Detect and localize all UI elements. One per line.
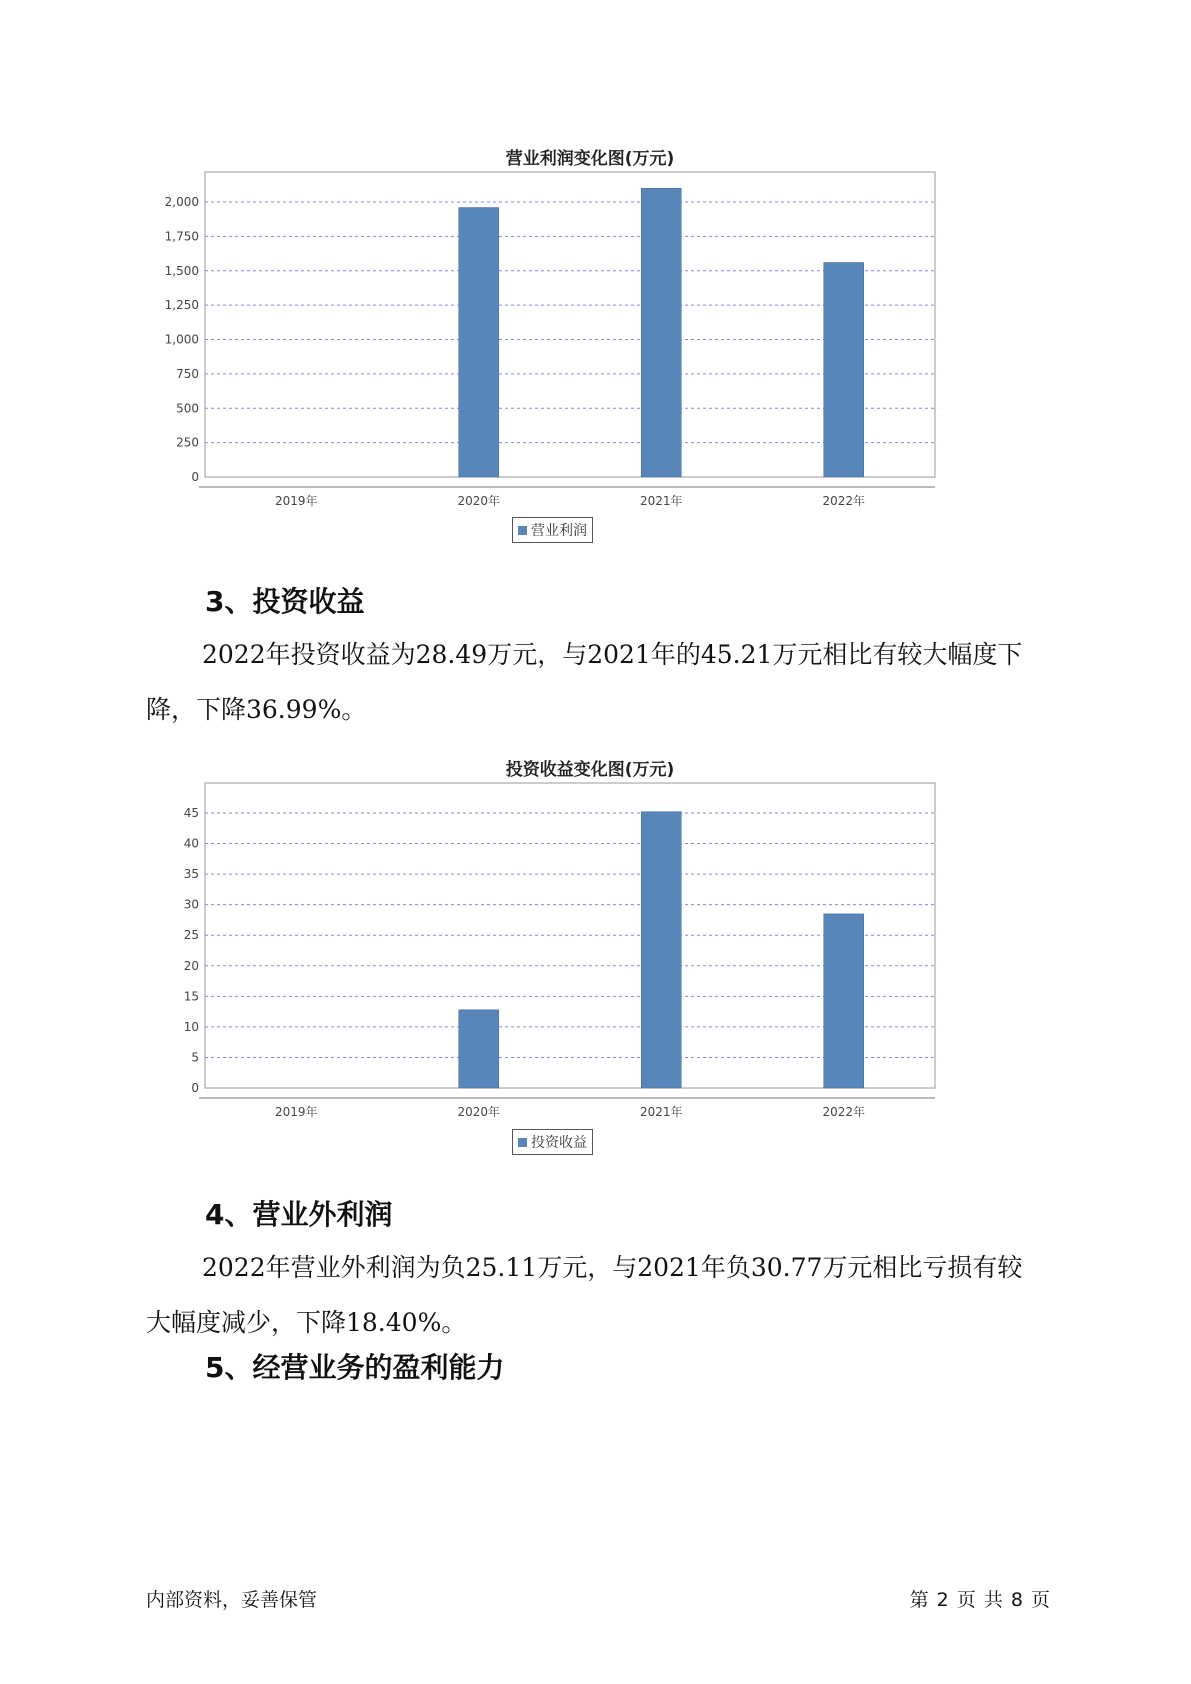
footer-confidential-note: 内部资料，妥善保管 bbox=[146, 1589, 318, 1611]
bar bbox=[641, 812, 681, 1088]
chart-legend bbox=[512, 1129, 593, 1155]
legend-label: 投资收益 bbox=[531, 1135, 587, 1151]
y-tick-label: 1,500 bbox=[164, 263, 199, 278]
chart-legend bbox=[512, 517, 593, 543]
y-tick-label: 250 bbox=[176, 435, 199, 450]
y-tick-label: 40 bbox=[183, 836, 199, 851]
y-tick-label: 15 bbox=[183, 989, 199, 1004]
bar bbox=[824, 914, 864, 1088]
bar bbox=[824, 263, 864, 478]
y-tick-label: 35 bbox=[183, 867, 199, 882]
chart-title: 营业利润变化图(万元) bbox=[505, 149, 675, 169]
y-tick-label: 1,750 bbox=[164, 229, 199, 244]
operating-profit-chart bbox=[150, 138, 1030, 558]
y-tick-label: 750 bbox=[176, 366, 199, 381]
x-tick-label: 2021年 bbox=[639, 1105, 683, 1119]
x-tick-label: 2019年 bbox=[274, 1105, 318, 1119]
section-4-paragraph: 2022年营业外利润为负25.11万元，与2021年负30.77万元相比亏损有较大幅度减少，下降18.40%。 bbox=[146, 1253, 1023, 1337]
y-tick-label: 30 bbox=[183, 897, 199, 912]
legend-label: 营业利润 bbox=[531, 523, 587, 539]
y-tick-label: 5 bbox=[191, 1050, 199, 1065]
y-tick-label: 45 bbox=[183, 806, 199, 820]
x-tick-label: 2020年 bbox=[457, 494, 501, 508]
x-tick-label: 2019年 bbox=[274, 494, 318, 508]
section-3-paragraph: 2022年投资收益为28.49万元，与2021年的45.21万元相比有较大幅度下降，下降36.99%。 bbox=[146, 640, 1023, 724]
chart-plot bbox=[150, 168, 1030, 558]
y-tick-label: 2,000 bbox=[164, 195, 199, 209]
x-tick-label: 2020年 bbox=[457, 1105, 501, 1119]
y-tick-label: 0 bbox=[191, 1081, 199, 1095]
section-4-heading: 4、营业外利润 bbox=[205, 1198, 393, 1231]
section-3-heading: 3、投资收益 bbox=[205, 585, 365, 618]
section-5-heading: 5、经营业务的盈利能力 bbox=[205, 1351, 505, 1384]
bar bbox=[459, 1010, 499, 1088]
legend-swatch bbox=[518, 1138, 527, 1147]
chart-title: 投资收益变化图(万元) bbox=[505, 760, 675, 780]
y-tick-label: 20 bbox=[183, 958, 199, 973]
y-tick-label: 1,250 bbox=[164, 298, 199, 313]
investment-income-chart bbox=[150, 749, 1030, 1169]
x-tick-label: 2022年 bbox=[822, 1105, 866, 1119]
footer-page-number: 第 2 页 共 8 页 bbox=[909, 1589, 1051, 1611]
y-tick-label: 10 bbox=[183, 1019, 199, 1034]
x-tick-label: 2022年 bbox=[822, 494, 866, 508]
y-tick-label: 1,000 bbox=[164, 332, 199, 347]
x-tick-label: 2021年 bbox=[639, 494, 683, 508]
y-tick-label: 0 bbox=[191, 470, 199, 484]
legend-swatch bbox=[518, 526, 527, 535]
chart-plot bbox=[150, 779, 1030, 1169]
bar bbox=[459, 208, 499, 478]
y-tick-label: 25 bbox=[183, 928, 199, 943]
y-tick-label: 500 bbox=[176, 401, 199, 416]
bar bbox=[641, 188, 681, 477]
